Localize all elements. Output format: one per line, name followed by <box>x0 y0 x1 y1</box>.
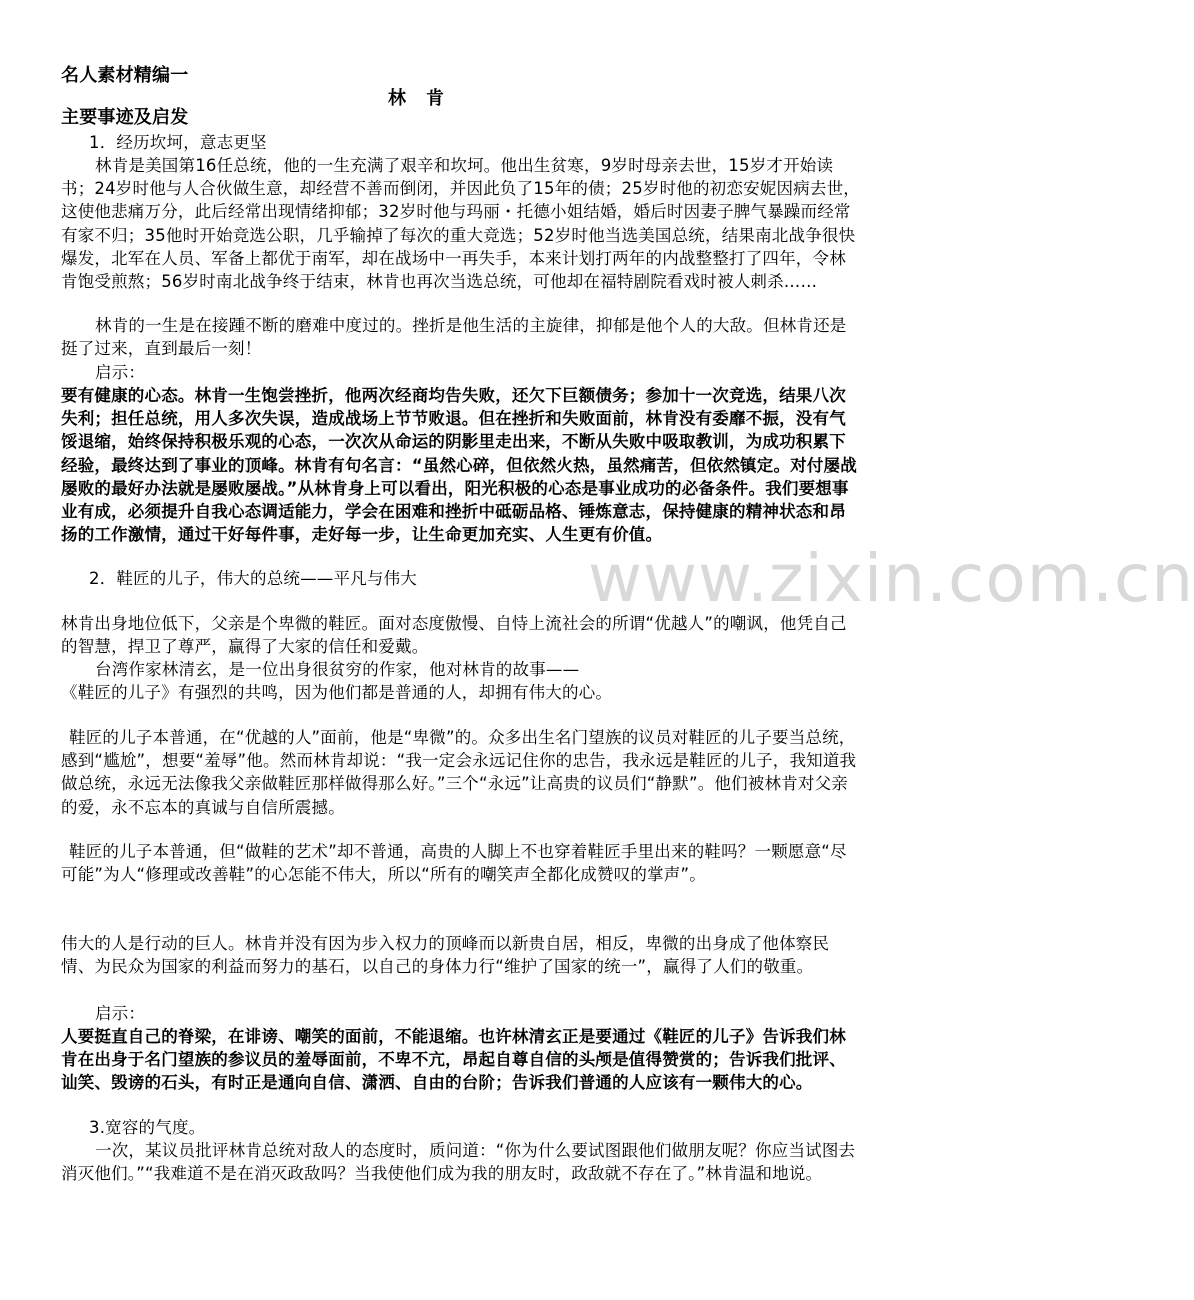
point-1-summary: 林肯的一生是在接踵不断的磨难中度过的。挫折是他生活的主旋律，抑郁是他个人的大敌。但林肯还是挺了过来，直到最后一刻！ <box>61 316 847 359</box>
insight-1-text: 要有健康的心态。林肯一生饱尝挫折，他两次经商均告失败，还欠下巨额债务；参加十一次竞选，结果八次失利；担任总统，用人多次失误，造成战场上节节败退。但在挫折和失败面前，林肯没有委靡不振，没有气馁退缩，始终保持积极乐观的心态，一次次从命运的阴影里走出来，不断从失败中吸取教训，为成功积累下经验，最终达到了事业的顶峰。林肯有句名言：“虽然心碎，但依然火热，虽然痛苦，但依然镇定。对付屡战屡败的最好办法就是屡败屡战。”从林肯身上可以看出，阳光积极的心态是事业成功的必备条件。我们要想事业有成，必须提升自我心态调适能力，学会在困难和挫折中砥砺品格、锤炼意志，保持健康的精神状态和昂扬的工作激情，通过干好每件事，走好每一步，让生命更加充实、人生更有价值。 <box>61 386 857 545</box>
point-2-art: 鞋匠的儿子本普通，但“做鞋的艺术”却不普通，高贵的人脚上不也穿着鞋匠手里出来的鞋吗？一颗愿意“尽可能”为人“修理或改善鞋”的心怎能不伟大，所以“所有的嘲笑声全都化成赞叹的掌声”。 <box>61 842 847 885</box>
document-header: 名人素材精编一 <box>61 65 189 86</box>
point-1-paragraph: 林肯是美国第16任总统，他的一生充满了艰辛和坎坷。他出生贫寒，9岁时母亲去世，15岁才开始读书；24岁时他与人合伙做生意，却经营不善而倒闭，并因此负了15年的债；25岁时他的初恋安妮因病去世，这使他悲痛万分，此后经常出现情绪抑郁；32岁时他与玛丽・托德小姐结婚，婚后时因妻子脾气暴躁而经常有家不归；35他时开始竞选公职，几乎输掉了每次的重大竞选；52岁时他当选美国总统，结果南北战争很快爆发，北军在人员、军备上都优于南军，却在战场中一再失手，本来计划打两年的内战整整打了四年，令林肯饱受煎熬；56岁时南北战争终于结束，林肯也再次当选总统，可他却在福特剧院看戏时被人刺杀…… <box>61 156 860 292</box>
insight-2-label: 启示： <box>95 1004 146 1023</box>
insight-1-label: 启示： <box>95 363 146 382</box>
watermark: www.zixin.com.cn <box>588 540 1194 617</box>
point-3-heading: 3.宽容的气度。 <box>89 1118 206 1137</box>
section-title: 主要事迹及启发 <box>61 107 189 128</box>
point-2-paragraph: 林肯出身地位低下，父亲是个卑微的鞋匠。面对态度傲慢、自恃上流社会的所谓“优越人”的嘲讽，他凭自己的智慧，捍卫了尊严，赢得了大家的信任和爱戴。 <box>61 614 847 657</box>
point-2-heading: 2．鞋匠的儿子，伟大的总统——平凡与伟大 <box>89 569 417 588</box>
insight-2-text: 人要挺直自己的脊梁，在诽谤、嘲笑的面前，不能退缩。也许林清玄正是要通过《鞋匠的儿子》告诉我们林肯在出身于名门望族的参议员的羞辱面前，不卑不亢，昂起自尊自信的头颅是值得赞赏的；告诉我们批评、讪笑、毁谤的石头，有时正是通向自信、潇洒、自由的台阶；告诉我们普通的人应该有一颗伟大的心。 <box>61 1027 846 1093</box>
point-2-author-line-2: 《鞋匠的儿子》有强烈的共鸣，因为他们都是普通的人，却拥有伟大的心。 <box>61 683 613 702</box>
point-2-author-line: 台湾作家林清玄，是一位出身很贫穷的作家，他对林肯的故事—— <box>95 660 580 679</box>
point-2-greatness: 伟大的人是行动的巨人。林肯并没有因为步入权力的顶峰而以新贵自居，相反，卑微的出身成了他体察民情、为民众为国家的利益而努力的基石，以自己的身体力行“维护了国家的统一”，赢得了人们的敬重。 <box>61 934 830 977</box>
document-title: 林肯 <box>388 88 464 109</box>
point-2-analysis: 鞋匠的儿子本普通，在“优越的人”面前，他是“卑微”的。众多出生名门望族的议员对鞋匠的儿子要当总统，感到“尴尬”，想要“羞辱”他。然而林肯却说：“我一定会永远记住你的忠告，我永远是鞋匠的儿子，我知道我做总统，永远无法像我父亲做鞋匠那样做得那么好。”三个“永远”让高贵的议员们“静默”。他们被林肯对父亲的爱，永不忘本的真诚与自信所震撼。 <box>61 728 857 817</box>
point-1-heading: 1．经历坎坷，意志更坚 <box>89 133 267 152</box>
point-3-paragraph: 一次，某议员批评林肯总统对敌人的态度时，质问道：“你为什么要试图跟他们做朋友呢？你应当试图去消灭他们。”“我难道不是在消灭政敌吗？当我使他们成为我的朋友时，政敌就不存在了。”林肯温和地说。 <box>61 1141 856 1184</box>
